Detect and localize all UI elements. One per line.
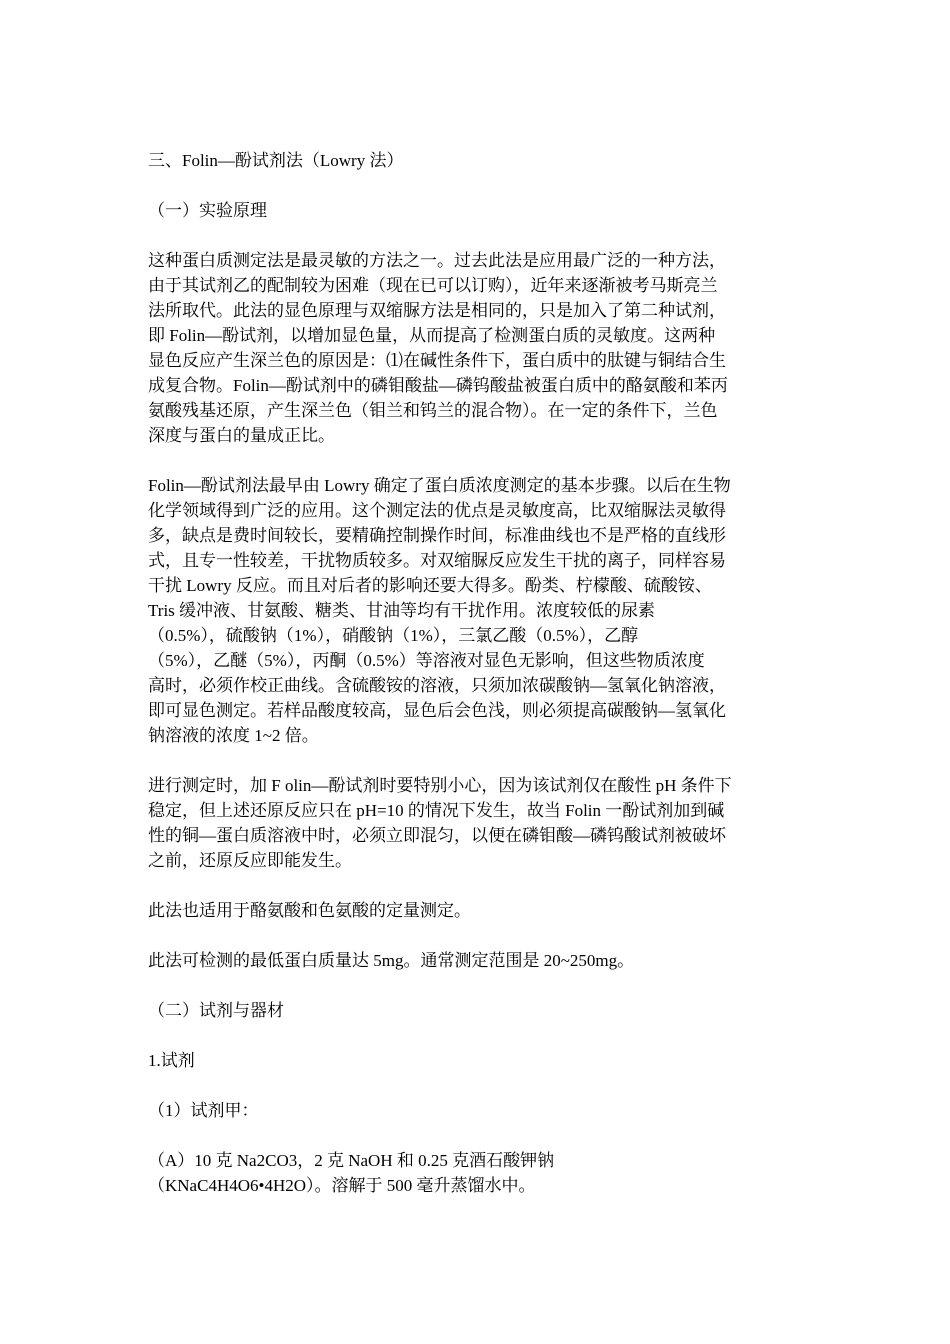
text-line: 成复合物。Folin—酚试剂中的磷钼酸盐—磷钨酸盐被蛋白质中的酪氨酸和苯丙 — [148, 376, 728, 395]
subheading-reagents — [148, 1048, 808, 1073]
text-line: 高时，必须作校正曲线。含硫酸铵的溶液，只须加浓碳酸钠—氢氧化钠溶液， — [148, 676, 726, 695]
text-line: 即可显色测定。若样品酸度较高，显色后会色浅，则必须提高碳酸钠—氢氧化 — [148, 701, 726, 720]
text-line: 钠溶液的浓度 1~2 倍。 — [148, 726, 319, 745]
paragraph-reagent-a-composition — [148, 1148, 808, 1198]
text-line: （0.5%），硫酸钠（1%），硝酸钠（1%），三氯乙酸（0.5%），乙醇 — [148, 626, 639, 645]
paragraph-detection-range — [148, 948, 808, 973]
text-line: 1.试剂 — [148, 1051, 195, 1070]
text-line: 稳定，但上述还原反应只在 pH=10 的情况下发生，故当 Folin 一酚试剂加到碱 — [148, 801, 725, 820]
text-line: 即 Folin—酚试剂，以增加显色量，从而提高了检测蛋白质的灵敏度。这两种 — [148, 326, 716, 345]
text-line: 此法可检测的最低蛋白质量达 5mg。通常测定范围是 20~250mg。 — [148, 951, 635, 970]
paragraph-applicability — [148, 898, 808, 923]
text-line: 这种蛋白质测定法是最灵敏的方法之一。过去此法是应用最广泛的一种方法， — [148, 251, 726, 270]
section-heading-principle — [148, 198, 808, 223]
text-line: 三、Folin—酚试剂法（Lowry 法） — [148, 151, 404, 170]
paragraph-history — [148, 473, 808, 748]
text-line: 由于其试剂乙的配制较为困难（现在已可以订购），近年来逐渐被考马斯亮兰 — [148, 276, 718, 295]
text-line: 显色反应产生深兰色的原因是：⑴在碱性条件下，蛋白质中的肽键与铜结合生 — [148, 351, 726, 370]
text-line: 此法也适用于酪氨酸和色氨酸的定量测定。 — [148, 901, 471, 920]
paragraph-caution — [148, 773, 808, 873]
text-line: 干扰 Lowry 反应。而且对后者的影响还要大得多。酚类、柠檬酸、硫酸铵、 — [148, 576, 712, 595]
subheading-reagent-a — [148, 1098, 808, 1123]
text-line: 化学领域得到广泛的应用。这个测定法的优点是灵敏度高，比双缩脲法灵敏得 — [148, 501, 726, 520]
section-heading-reagents — [148, 998, 808, 1023]
text-line: （1）试剂甲： — [148, 1101, 259, 1120]
text-line: 氨酸残基还原，产生深兰色（钼兰和钨兰的混合物）。在一定的条件下，兰色 — [148, 401, 718, 420]
document-body — [148, 148, 808, 1223]
text-line: （一）实验原理 — [148, 201, 267, 220]
text-line: 式，且专一性较差，干扰物质较多。对双缩脲反应发生干扰的离子，同样容易 — [148, 551, 726, 570]
text-line: Tris 缓冲液、甘氨酸、糖类、甘油等均有干扰作用。浓度较低的尿素 — [148, 601, 656, 620]
text-line: （A）10 克 Na2CO3，2 克 NaOH 和 0.25 克酒石酸钾钠 — [148, 1151, 555, 1170]
document-title — [148, 148, 808, 173]
text-line: 深度与蛋白的量成正比。 — [148, 426, 335, 445]
text-line: Folin—酚试剂法最早由 Lowry 确定了蛋白质浓度测定的基本步骤。以后在生物 — [148, 476, 731, 495]
text-line: （5%），乙醚（5%），丙酮（0.5%）等溶液对显色无影响，但这些物质浓度 — [148, 651, 705, 670]
text-line: 多，缺点是费时间较长，要精确控制操作时间，标准曲线也不是严格的直线形 — [148, 526, 726, 545]
text-line: 进行测定时，加 F olin—酚试剂时要特别小心，因为该试剂仅在酸性 pH 条件下 — [148, 776, 732, 795]
text-line: 之前，还原反应即能发生。 — [148, 851, 352, 870]
text-line: （KNaC4H4O6•4H2O）。溶解于 500 毫升蒸馏水中。 — [148, 1176, 536, 1195]
text-line: （二）试剂与器材 — [148, 1001, 284, 1020]
text-line: 性的铜—蛋白质溶液中时，必须立即混匀，以便在磷钼酸—磷钨酸试剂被破坏 — [148, 826, 726, 845]
text-line: 法所取代。此法的显色原理与双缩脲方法是相同的，只是加入了第二种试剂， — [148, 301, 726, 320]
paragraph-principle — [148, 248, 808, 448]
